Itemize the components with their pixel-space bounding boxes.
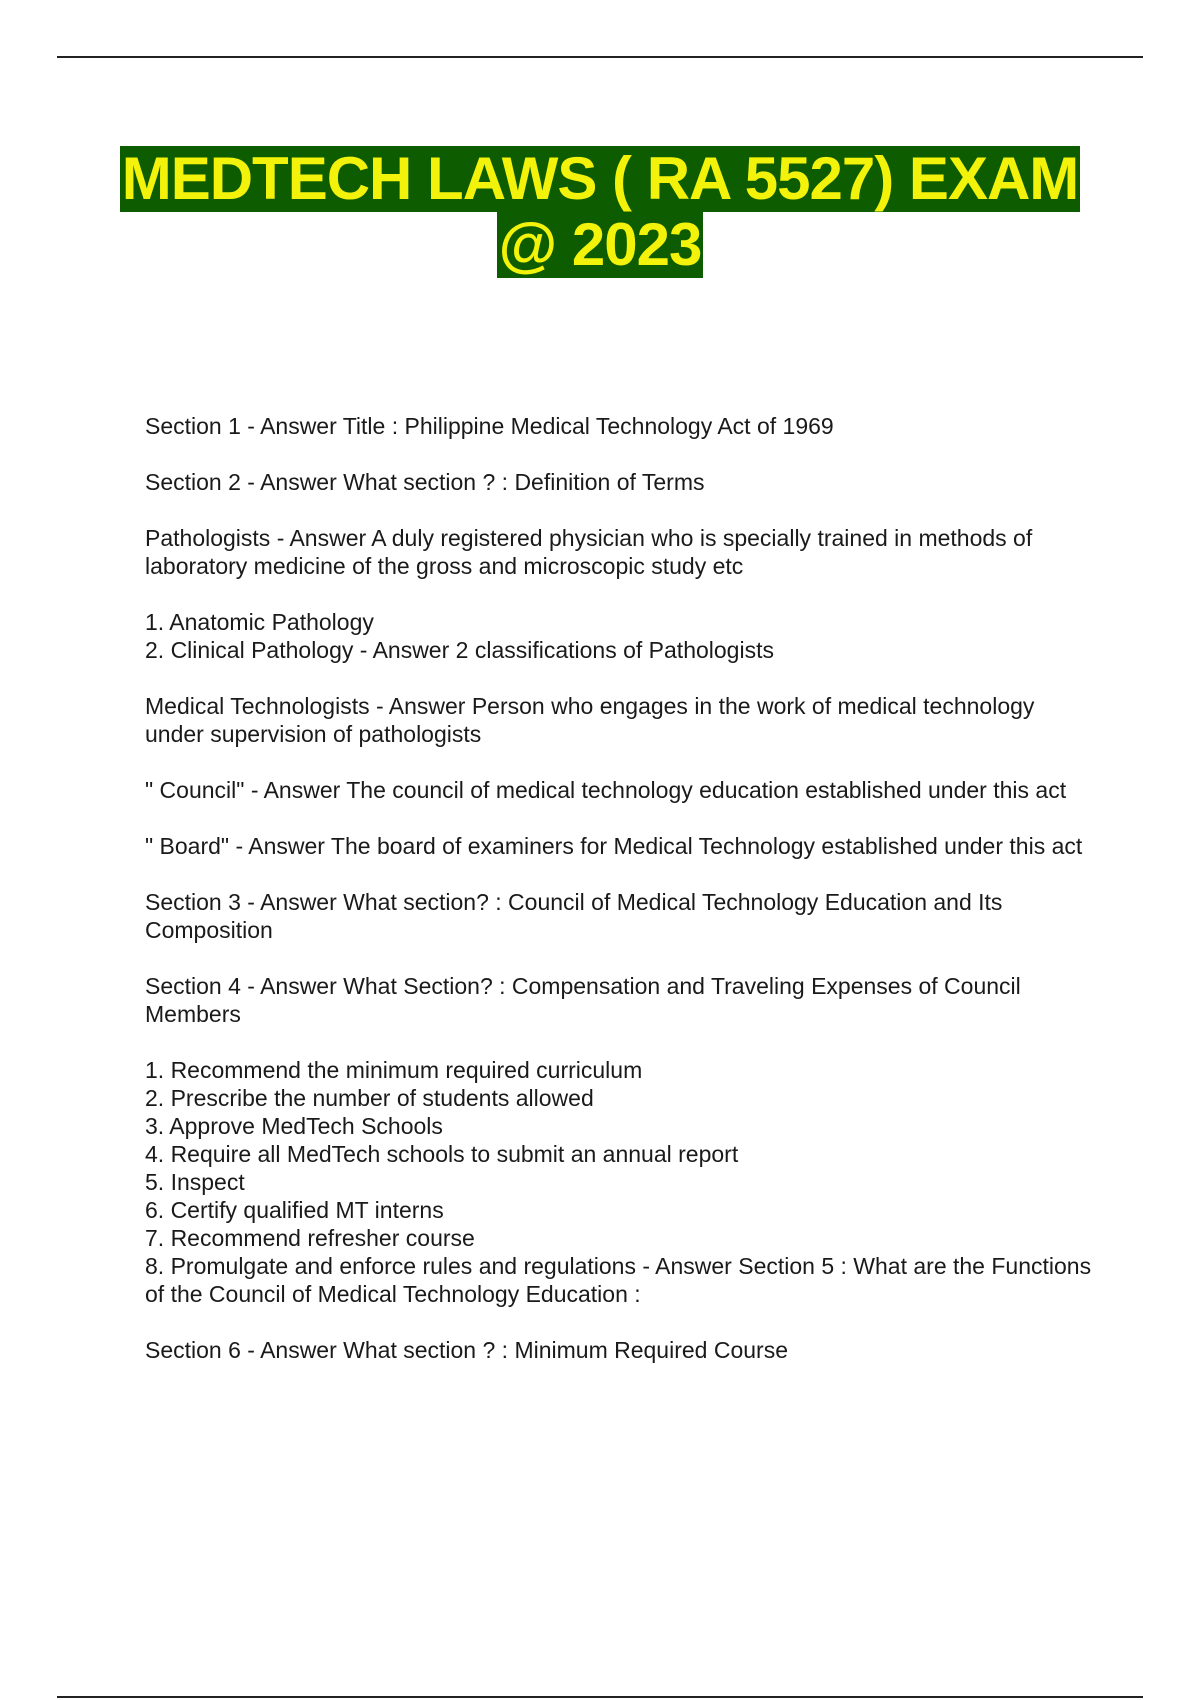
qa-entry [145,608,1095,664]
qa-entry [145,832,1095,860]
qa-entry [145,412,1095,440]
qa-entry [145,776,1095,804]
entry-line: 2. Clinical Pathology - Answer 2 classifications of Pathologists [145,637,774,663]
title-line-1: MEDTECH LAWS ( RA 5527) EXAM [121,145,1079,212]
entry-line: 3. Approve MedTech Schools [145,1113,443,1139]
entry-line: 7. Recommend refresher course [145,1225,475,1251]
entry-line: 5. Inspect [145,1169,245,1195]
qa-entry [145,888,1095,944]
entry-line: " Council" - Answer The council of medical technology education established under this act [145,777,1067,803]
entry-line: Section 3 - Answer What section? : Council of Medical Technology Education and Its Composition [145,889,1003,943]
entry-line: Section 4 - Answer What Section? : Compensation and Traveling Expenses of Council Members [145,973,1021,1027]
entry-line: 6. Certify qualified MT interns [145,1197,444,1223]
entry-line: Section 6 - Answer What section ? : Minimum Required Course [145,1337,788,1363]
qa-entry [145,1056,1095,1308]
entry-line: 8. Promulgate and enforce rules and regulations - Answer Section 5 : What are the Functions of the Council of Medical Technology Education : [145,1253,1092,1307]
document-body [145,412,1095,1392]
qa-entry [145,468,1095,496]
top-rule [57,56,1143,58]
title-line-2: @ 2023 [498,211,702,278]
bottom-rule [57,1696,1143,1698]
entry-line: 2. Prescribe the number of students allowed [145,1085,594,1111]
entry-line: Section 1 - Answer Title : Philippine Medical Technology Act of 1969 [145,413,834,439]
entry-line: 1. Recommend the minimum required curriculum [145,1057,643,1083]
entry-line: 1. Anatomic Pathology [145,609,374,635]
qa-entry [145,692,1095,748]
entry-line: Pathologists - Answer A duly registered physician who is specially trained in methods of laboratory medicine of the gross and microscopic study etc [145,525,1033,579]
entry-line: 4. Require all MedTech schools to submit an annual report [145,1141,739,1167]
entry-line: Section 2 - Answer What section ? : Definition of Terms [145,469,705,495]
document-title [0,146,1200,278]
qa-entry [145,524,1095,580]
entry-line: " Board" - Answer The board of examiners for Medical Technology established under this act [145,833,1083,859]
entry-line: Medical Technologists - Answer Person who engages in the work of medical technology under supervision of pathologists [145,693,1035,747]
qa-entry [145,1336,1095,1364]
qa-entry [145,972,1095,1028]
